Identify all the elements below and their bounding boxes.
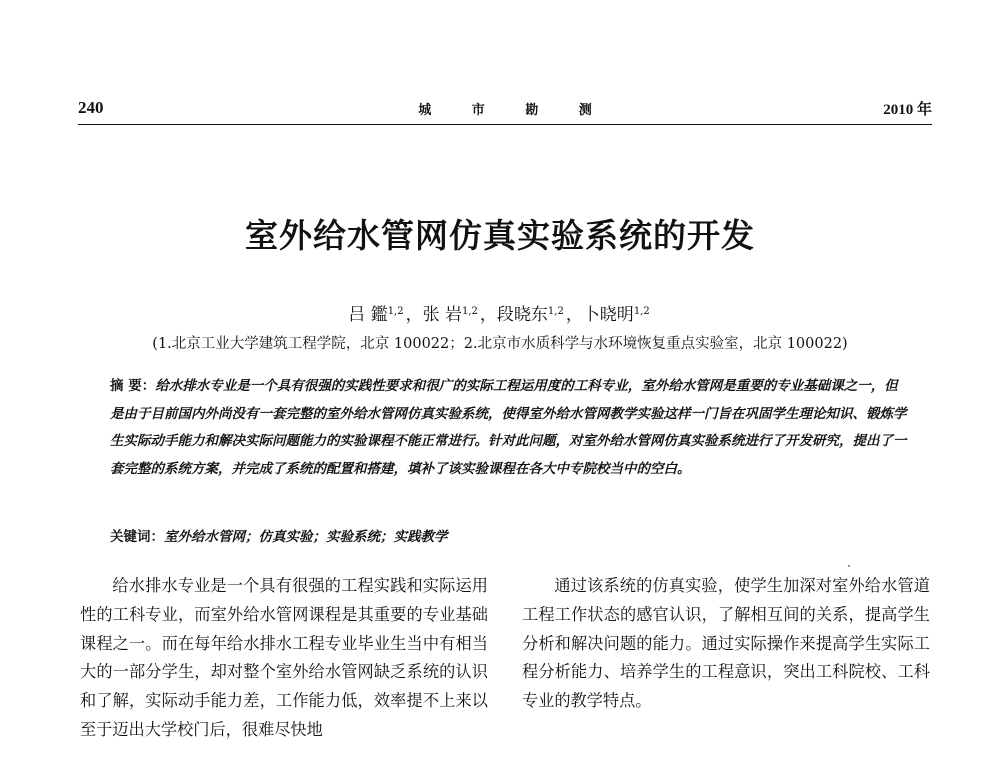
affiliation: (1.北京工业大学建筑工程学院，北京 100022；2.北京市水质科学与水环境恢复重点实验室，北京 100022) [152, 336, 848, 352]
abstract-text: 给水排水专业是一个具有很强的实践性要求和很广的实际工程运用度的工科专业，室外给水管网是重要的专业基础课之一，但是由于目前国内外尚没有一套完整的室外给水管网仿真实验系统，使得室外给水管网教学实验这样一门旨在巩固学生理论知识、锻炼学生实际动手能力和解决实际问题能力的实验课程不能正常进行。针对此问题，对室外给水管网仿真实验系统进行了开发研究，提出了一套完整的系统方案，并完成了系统的配置和搭建，填补了该实验课程在各大中专院校当中的空白。 [110, 378, 907, 477]
page-number: 240 [78, 98, 104, 117]
author-affil-mark: 1,2 [387, 306, 404, 317]
body-column-left [80, 572, 488, 745]
header-rule [78, 124, 932, 125]
author-list [0, 300, 1000, 325]
author-separator: ， [479, 305, 497, 325]
author-name: 吕 鑑 [348, 305, 388, 325]
author-affil-mark: 1,2 [547, 306, 564, 317]
keywords [110, 525, 910, 545]
publication-year: 2010 年 [883, 102, 932, 118]
running-header [78, 98, 932, 126]
body-paragraph: 通过该系统的仿真实验，使学生加深对室外给水管道工程工作状态的感官认识，了解相互间的关系，提高学生分析和解决问题的能力。通过实际操作来提高学生实际工程分析能力、培养学生的工程意识，突出工科院校、工科专业的教学特点。 [522, 576, 930, 711]
body-column-right [522, 572, 930, 716]
author-affil-mark: 1,2 [633, 306, 650, 317]
author-name: 段晓东 [496, 305, 548, 325]
abstract-label: 摘 要： [110, 378, 156, 394]
article-title: 室外给水管网仿真实验系统的开发 [245, 216, 755, 255]
keywords-text: 室外给水管网；仿真实验；实验系统；实践教学 [164, 529, 448, 545]
author-separator: ， [565, 305, 583, 325]
body-paragraph: 给水排水专业是一个具有很强的工程实践和实际运用性的工科专业，而室外给水管网课程是其重要的专业基础课程之一。而在每年给水排水工程专业毕业生当中有相当大的一部分学生，却对整个室外给水管网缺乏系统的认识和了解，实际动手能力差，工作能力低，效率提不上来以至于迈出大学校门后，很难尽快地 [80, 576, 488, 739]
keywords-label: 关键词： [110, 529, 164, 545]
author-name: 张 岩 [422, 305, 462, 325]
author-separator: ， [405, 305, 423, 325]
abstract [110, 373, 910, 483]
scan-speck [848, 565, 850, 567]
journal-name: 城 市 勘 测 [418, 103, 610, 118]
author-name: 卜晓明 [582, 305, 634, 325]
author-affil-mark: 1,2 [462, 306, 478, 317]
